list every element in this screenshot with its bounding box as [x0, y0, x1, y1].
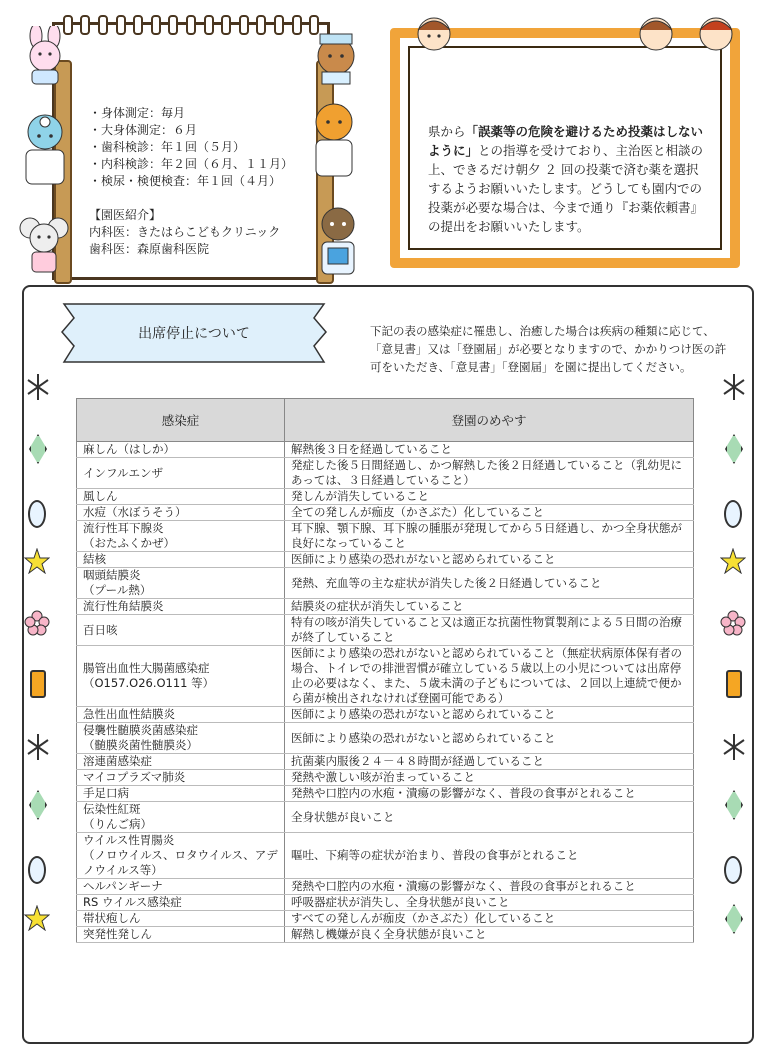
table-row	[77, 458, 694, 489]
flower-icon	[720, 610, 746, 636]
criteria-cell: 発熱や激しい咳が治まっていること	[285, 770, 694, 786]
notice-bold: 「誤薬等の危険を避けるため投薬はしないように」	[428, 124, 704, 158]
table-row	[77, 786, 694, 802]
health-schedule-card	[52, 22, 330, 280]
table-row	[77, 552, 694, 568]
table-row	[77, 927, 694, 943]
table-header-disease: 感染症	[77, 399, 285, 442]
criteria-cell: すべての発しんが痂皮（かさぶた）化していること	[285, 911, 694, 927]
star-icon	[24, 905, 50, 931]
star-icon	[24, 548, 50, 574]
table-row	[77, 723, 694, 754]
criteria-cell: 嘔吐、下痢等の症状が治まり、普段の食事がとれること	[285, 833, 694, 879]
criteria-cell: 耳下腺、顎下腺、耳下腺の腫脹が発現してから５日経過し、かつ全身状態が良好になっていること	[285, 521, 694, 552]
disease-cell: 流行性角結膜炎	[77, 599, 285, 615]
rabbit-nurse-icon	[14, 26, 76, 86]
criteria-cell: 発しんが消失していること	[285, 489, 694, 505]
table-row	[77, 568, 694, 599]
table-row	[77, 802, 694, 833]
disease-cell: 突発性発しん	[77, 927, 285, 943]
table-row	[77, 442, 694, 458]
table-row	[77, 754, 694, 770]
orange-tag-icon	[30, 670, 46, 698]
disease-cell: 百日咳	[77, 615, 285, 646]
checkup-item: ・大身体測定：６月	[89, 123, 198, 137]
disease-cell: ウイルス性胃腸炎 （ノロウイルス、ロタウイルス、アデノウイルス等）	[77, 833, 285, 879]
disease-cell: 溶連菌感染症	[77, 754, 285, 770]
criteria-cell: 解熱後３日を経過していること	[285, 442, 694, 458]
table-row	[77, 646, 694, 707]
criteria-cell: 発熱や口腔内の水疱・潰瘍の影響がなく、普段の食事がとれること	[285, 786, 694, 802]
disease-cell: 手足口病	[77, 786, 285, 802]
criteria-cell: 発症した後５日間経過し、かつ解熱した後２日経過していること（乳幼児にあっては、３日経過していること）	[285, 458, 694, 489]
criteria-cell: 発熱や口腔内の水疱・潰瘍の影響がなく、普段の食事がとれること	[285, 879, 694, 895]
criteria-cell: 発熱、充血等の主な症状が消失した後２日経過していること	[285, 568, 694, 599]
table-row	[77, 615, 694, 646]
medication-notice-text	[428, 122, 708, 236]
criteria-cell: 呼吸器症状が消失し、全身状態が良いこと	[285, 895, 694, 911]
table-row	[77, 833, 694, 879]
notice-lead: 県から	[428, 124, 466, 139]
snowflake-icon	[722, 732, 746, 762]
disease-cell: 咽頭結膜炎 （プール熱）	[77, 568, 285, 599]
section-title: 出席停止について	[138, 326, 250, 342]
doctor-item: 内科医：きたはらこどもクリニック	[89, 225, 281, 239]
raccoon-with-clipboard-icon	[312, 204, 364, 276]
bear-doctor-icon	[300, 26, 372, 86]
criteria-cell: 全ての発しんが痂皮（かさぶた）化していること	[285, 505, 694, 521]
criteria-cell: 結膜炎の症状が消失していること	[285, 599, 694, 615]
criteria-cell: 医師により感染の恐れがないと認められていること	[285, 552, 694, 568]
disease-cell: 水痘（水ぼうそう）	[77, 505, 285, 521]
flower-icon	[24, 610, 50, 636]
disease-cell: ヘルパンギーナ	[77, 879, 285, 895]
star-icon	[720, 548, 746, 574]
disease-cell: 流行性耳下腺炎 （おたふくかぜ）	[77, 521, 285, 552]
attendance-suspension-table	[76, 398, 694, 943]
table-row	[77, 521, 694, 552]
criteria-cell: 特有の咳が消失していること又は適正な抗菌性物質製剤による５日間の治療が終了していること	[285, 615, 694, 646]
table-row	[77, 770, 694, 786]
notebook-rings	[59, 15, 323, 31]
oval-icon	[28, 500, 46, 528]
table-row	[77, 895, 694, 911]
table-row	[77, 707, 694, 723]
table-header-criteria: 登園のめやす	[285, 399, 694, 442]
disease-cell: RS ウイルス感染症	[77, 895, 285, 911]
checkup-item: ・身体測定：毎月	[89, 106, 186, 120]
criteria-cell: 医師により感染の恐れがないと認められていること（無症状病原体保有者の場合、トイレでの排泄習慣が確立している５歳以上の小児については出席停止の必要はなく、また、５歳未満の子どもについては、２回以上連続で便から菌が検出されなければ登園可能である）	[285, 646, 694, 707]
doctor-item: 歯科医：森原歯科医院	[89, 242, 210, 256]
checkup-item: ・検尿・検便検査：年１回（４月）	[89, 174, 282, 188]
criteria-cell: 解熱し機嫌が良く全身状態が良いこと	[285, 927, 694, 943]
criteria-cell: 医師により感染の恐れがないと認められていること	[285, 707, 694, 723]
criteria-cell: 医師により感染の恐れがないと認められていること	[285, 723, 694, 754]
table-row	[77, 505, 694, 521]
oval-icon	[724, 856, 742, 884]
criteria-cell: 全身状態が良いこと	[285, 802, 694, 833]
disease-cell: 侵襲性髄膜炎菌感染症 （髄膜炎菌性髄膜炎）	[77, 723, 285, 754]
section-intro: 下記の表の感染症に罹患し、治癒した場合は疾病の種類に応じて、「意見書」又は「登園届」が必要となりますので、かかりつけ医の許可をいただき、「意見書」「登園届」を園に提出してください。	[370, 324, 727, 374]
snowflake-icon	[26, 372, 50, 402]
checkup-item: ・歯科検診：年１回（５月）	[89, 140, 246, 154]
mouse-nurse-icon	[14, 212, 76, 274]
bear-doctor-icon	[14, 110, 76, 190]
orange-tag-icon	[726, 670, 742, 698]
disease-cell: 風しん	[77, 489, 285, 505]
oval-icon	[724, 500, 742, 528]
table-row	[77, 879, 694, 895]
doctor-heading: 【園医紹介】	[89, 208, 162, 222]
table-row	[77, 911, 694, 927]
children-faces-icon	[404, 14, 464, 54]
disease-cell: 麻しん（はしか）	[77, 442, 285, 458]
table-row	[77, 599, 694, 615]
children-faces-icon	[626, 12, 746, 52]
notice-body: との指導を受けており、主治医と相談の上、できるだけ朝夕 ２ 回の投薬で済む薬を選択するようお願いいたします。どうしても園内での投薬が必要な場合は、今まで通り『お薬依頼書』の提出をお願いいたします。	[428, 143, 704, 234]
bear-with-stethoscope-icon	[304, 100, 364, 180]
health-checkup-list	[89, 105, 293, 258]
criteria-cell: 抗菌薬内服後２４－４８時間が経過していること	[285, 754, 694, 770]
disease-cell: 急性出血性結膜炎	[77, 707, 285, 723]
oval-icon	[28, 856, 46, 884]
disease-cell: マイコプラズマ肺炎	[77, 770, 285, 786]
disease-cell: 伝染性紅斑 （りんご病）	[77, 802, 285, 833]
snowflake-icon	[26, 732, 50, 762]
snowflake-icon	[722, 372, 746, 402]
table-row	[77, 489, 694, 505]
checkup-item: ・内科検診：年２回（６月、１１月）	[89, 157, 294, 171]
disease-cell: 腸管出血性大腸菌感染症 （O157.O26.O111 等）	[77, 646, 285, 707]
disease-cell: 結核	[77, 552, 285, 568]
disease-cell: インフルエンザ	[77, 458, 285, 489]
disease-cell: 帯状疱しん	[77, 911, 285, 927]
